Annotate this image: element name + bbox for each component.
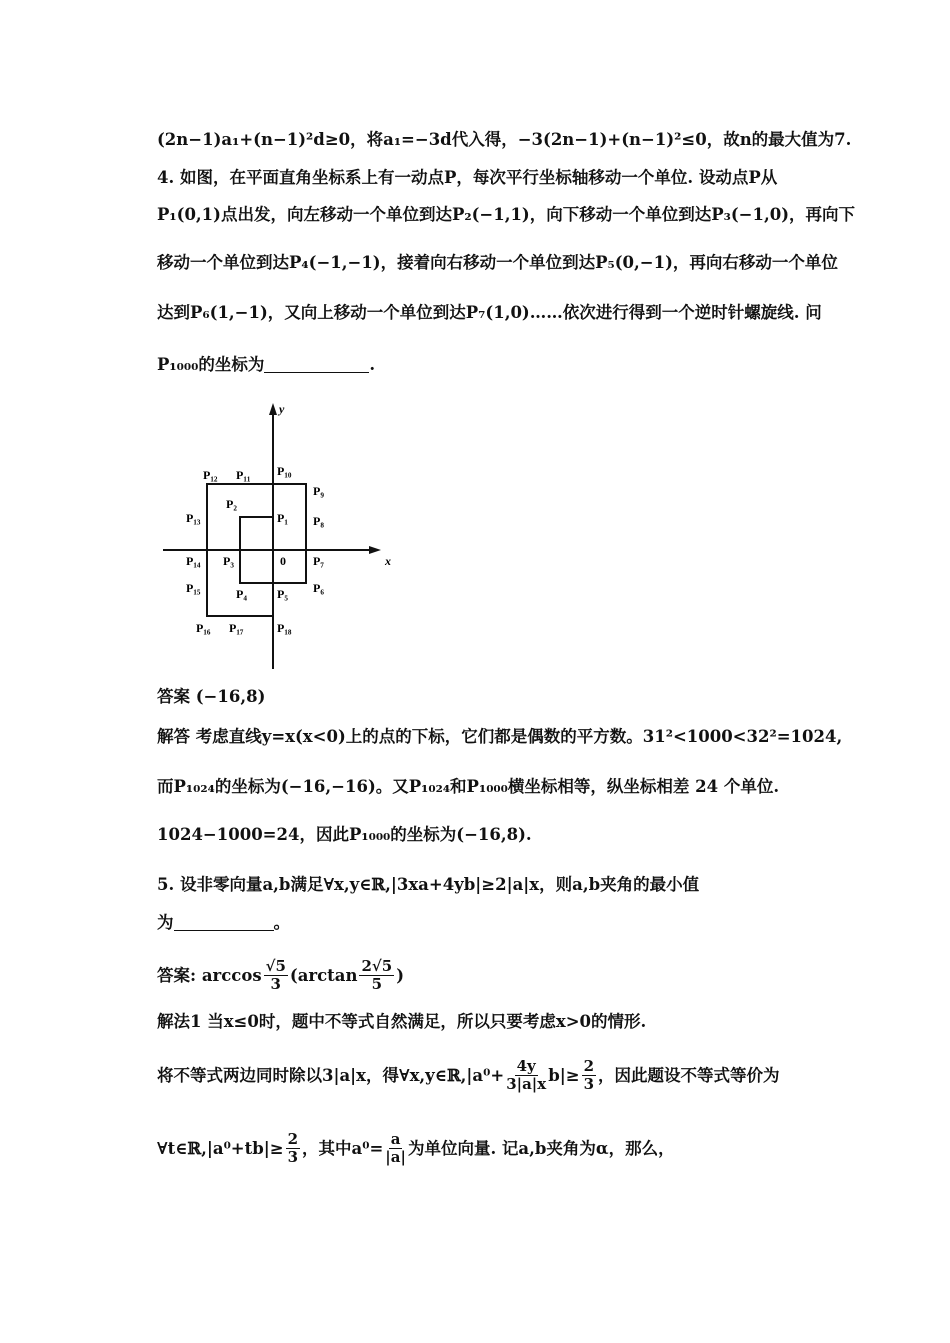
text-line — [157, 873, 797, 897]
text-segment: 1024−1000=24，因此P₁₀₀₀的坐标为(−16,8). — [157, 825, 532, 844]
text-segment: 答案 (−16,8) — [157, 687, 266, 706]
text-segment: ，其中a⁰= — [302, 1138, 384, 1158]
point-label: P₃ — [223, 554, 234, 568]
spiral-diagram — [155, 395, 395, 680]
text-line — [157, 203, 856, 227]
text-line — [157, 166, 797, 190]
text-segment: 5. 设非零向量a,b满足∀x,y∈ℝ,|3xa+4yb|≥2|a|x，则a,b夹角的最小值 — [157, 875, 700, 894]
denominator: |a| — [385, 1148, 406, 1166]
point-label: P₇ — [313, 554, 324, 568]
text-segment: . — [369, 355, 376, 374]
text-line — [157, 823, 797, 847]
origin-label: 0 — [280, 554, 286, 568]
point-label: P₁₁ — [236, 468, 251, 482]
text-segment: 将不等式两边同时除以3|a|x，得∀x,y∈ℝ,|a⁰+ — [157, 1065, 505, 1085]
y-axis-arrow — [269, 403, 277, 415]
fraction — [264, 958, 288, 993]
denominator: 3 — [583, 1075, 595, 1093]
text-segment: 达到P₆(1,−1)，又向上移动一个单位到达P₇(1,0)……依次进行得到一个逆时针螺旋线. 问 — [157, 303, 822, 322]
point-label: P₈ — [313, 514, 324, 528]
point-label: P₆ — [313, 581, 324, 595]
text-line — [157, 725, 843, 749]
denominator: 3 — [287, 1148, 299, 1166]
fraction — [582, 1058, 596, 1093]
text-segment: 答案: arccos — [157, 965, 262, 985]
x-axis-label: x — [385, 554, 391, 568]
numerator: √5 — [265, 957, 286, 975]
text-segment: (2n−1)a₁+(n−1)²d≥0，将a₁=−3d代入得，−3(2n−1)+(n−1)²≤0，故n的最大值为7. — [157, 130, 852, 149]
text-segment: 。 — [273, 913, 290, 932]
point-label: P₁₀ — [277, 464, 292, 478]
fraction — [385, 1131, 406, 1166]
answer-blank — [174, 916, 274, 931]
point-label: P₁₈ — [277, 621, 292, 635]
text-segment: 而P₁₀₂₄的坐标为(−16,−16)。又P₁₀₂₄和P₁₀₀₀横坐标相等，纵坐标相差 24 个单位. — [157, 777, 780, 796]
point-label: P₁₂ — [203, 468, 218, 482]
text-line — [157, 775, 797, 799]
point-label: P₁ — [277, 511, 288, 525]
text-segment: ) — [396, 965, 404, 985]
text-line — [157, 301, 822, 325]
numerator: 4y — [516, 1057, 536, 1075]
text-line — [157, 251, 838, 275]
numerator: a — [390, 1130, 401, 1148]
text-line — [157, 1058, 797, 1093]
fraction — [506, 1058, 546, 1093]
point-label: P₁₆ — [196, 621, 211, 635]
point-label: P₄ — [236, 587, 247, 601]
point-label: P₁₇ — [229, 621, 244, 635]
text-line — [157, 911, 797, 935]
text-line — [157, 353, 797, 377]
point-label: P₁₅ — [186, 581, 201, 595]
text-segment: 为单位向量. 记a,b夹角为α，那么， — [407, 1138, 675, 1158]
point-label: P₉ — [313, 484, 324, 498]
text-segment: 解法1 当x≤0时，题中不等式自然满足，所以只要考虑x>0的情形. — [157, 1012, 647, 1031]
fraction — [286, 1131, 300, 1166]
text-segment: ∀t∈ℝ,|a⁰+tb|≥ — [157, 1138, 284, 1158]
x-axis-arrow — [369, 546, 381, 554]
numerator: 2√5 — [361, 957, 393, 975]
text-segment: (arctan — [289, 965, 358, 985]
text-line — [157, 1131, 797, 1166]
denominator: 3|a|x — [506, 1075, 547, 1093]
denominator: 3 — [270, 975, 281, 993]
text-segment: 移动一个单位到达P₄(−1,−1)，接着向右移动一个单位到达P₅(0,−1)，再向右移动一个单位 — [157, 253, 838, 272]
y-axis-label: y — [279, 402, 285, 416]
text-segment: 解答 考虑直线y=x(x<0)上的点的下标，它们都是偶数的平方数。31²<1000<32²=1024, — [157, 727, 843, 746]
point-label: P₂ — [226, 497, 237, 511]
numerator: 2 — [287, 1130, 299, 1148]
point-label: P₁₄ — [186, 554, 201, 568]
denominator: 5 — [371, 975, 383, 993]
text-segment: P₁(0,1)点出发，向左移动一个单位到达P₂(−1,1)，向下移动一个单位到达P₃(−1,0)，再向下 — [157, 205, 856, 224]
text-line — [157, 958, 797, 993]
text-segment: P₁₀₀₀的坐标为 — [157, 355, 265, 374]
text-line — [157, 685, 797, 709]
text-line — [157, 128, 852, 152]
fraction — [359, 958, 394, 993]
point-label: P₁₃ — [186, 511, 201, 525]
text-segment: ，因此题设不等式等价为 — [598, 1065, 780, 1085]
point-label: P₅ — [277, 587, 288, 601]
text-segment: 为 — [157, 913, 174, 932]
text-line — [157, 1010, 797, 1034]
text-segment: 4. 如图，在平面直角坐标系上有一动点P，每次平行坐标轴移动一个单位. 设动点P从 — [157, 168, 778, 187]
text-segment: b|≥ — [548, 1065, 580, 1085]
answer-blank — [264, 358, 369, 373]
numerator: 2 — [583, 1057, 595, 1075]
